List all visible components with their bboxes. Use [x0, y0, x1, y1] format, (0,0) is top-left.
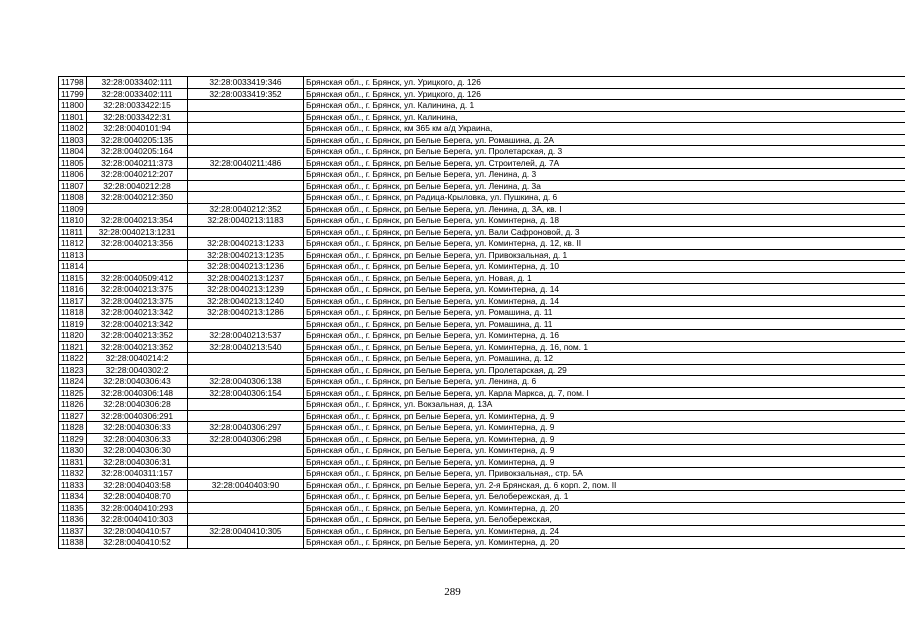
row-number-cell: 11837: [59, 525, 87, 537]
table-row: [59, 479, 905, 491]
cadastral-number-cell: 32:28:0040213:352: [87, 341, 188, 353]
related-cadastral-number-cell: 32:28:0040213:1183: [188, 215, 304, 227]
table-row: [59, 215, 905, 227]
related-cadastral-number-cell: [188, 537, 304, 549]
cadastral-number-cell: 32:28:0040213:375: [87, 295, 188, 307]
address-cell: Брянская обл., г. Брянск, рп Белые Берега, ул. Ромашина, д. 11: [304, 307, 905, 319]
cadastral-number-cell: 32:28:0040205:135: [87, 134, 188, 146]
row-number-cell: 11817: [59, 295, 87, 307]
address-cell: Брянская обл., г. Брянск, рп Белые Берега, ул. Строителей, д. 7А: [304, 157, 905, 169]
cadastral-number-cell: 32:28:0040212:350: [87, 192, 188, 204]
related-cadastral-number-cell: [188, 410, 304, 422]
related-cadastral-number-cell: 32:28:0040213:537: [188, 330, 304, 342]
row-number-cell: 11814: [59, 261, 87, 273]
cadastral-number-cell: 32:28:0040410:52: [87, 537, 188, 549]
table-row: [59, 491, 905, 503]
row-number-cell: 11833: [59, 479, 87, 491]
row-number-cell: 11804: [59, 146, 87, 158]
address-cell: Брянская обл., г. Брянск, рп Белые Берега, ул. Белобережская,: [304, 514, 905, 526]
address-cell: Брянская обл., г. Брянск, рп Белые Берега, ул. Ленина, д. 3а: [304, 180, 905, 192]
table-row: [59, 514, 905, 526]
cadastral-number-cell: 32:28:0040213:342: [87, 307, 188, 319]
table-row: [59, 100, 905, 112]
address-cell: Брянская обл., г. Брянск, рп Белые Берега, ул. Коминтерна, д. 9: [304, 433, 905, 445]
row-number-cell: 11808: [59, 192, 87, 204]
cadastral-number-cell: 32:28:0040306:291: [87, 410, 188, 422]
cadastral-number-cell: 32:28:0040410:303: [87, 514, 188, 526]
row-number-cell: 11823: [59, 364, 87, 376]
address-cell: Брянская обл., г. Брянск, ул. Калинина,: [304, 111, 905, 123]
address-cell: Брянская обл., г. Брянск, рп Белые Берега, ул. Коминтерна, д. 9: [304, 410, 905, 422]
row-number-cell: 11836: [59, 514, 87, 526]
table-row: [59, 134, 905, 146]
address-cell: Брянская обл., г. Брянск, ул. Урицкого, д. 126: [304, 88, 905, 100]
address-cell: Брянская обл., г. Брянск, рп Белые Берега, ул. Пролетарская, д. 3: [304, 146, 905, 158]
related-cadastral-number-cell: 32:28:0040410:305: [188, 525, 304, 537]
table-body: [59, 77, 905, 549]
table-row: [59, 364, 905, 376]
row-number-cell: 11818: [59, 307, 87, 319]
table-row: [59, 284, 905, 296]
row-number-cell: 11824: [59, 376, 87, 388]
address-cell: Брянская обл., г. Брянск, рп Белые Берега, ул. Ленина, д. 3А, кв. I: [304, 203, 905, 215]
related-cadastral-number-cell: 32:28:0040306:298: [188, 433, 304, 445]
table-row: [59, 123, 905, 135]
related-cadastral-number-cell: 32:28:0040213:540: [188, 341, 304, 353]
related-cadastral-number-cell: [188, 226, 304, 238]
address-cell: Брянская обл., г. Брянск, рп Белые Берега, ул. 2-я Брянская, д. 6 корп. 2, пом. II: [304, 479, 905, 491]
cadastral-number-cell: 32:28:0040403:58: [87, 479, 188, 491]
address-cell: Брянская обл., г. Брянск, рп Белые Берега, ул. Коминтерна, д. 20: [304, 502, 905, 514]
address-cell: Брянская обл., г. Брянск, рп Белые Берега, ул. Привокзальная, д. 1: [304, 249, 905, 261]
table-row: [59, 146, 905, 158]
related-cadastral-number-cell: 32:28:0033419:352: [188, 88, 304, 100]
related-cadastral-number-cell: [188, 192, 304, 204]
address-cell: Брянская обл., г. Брянск, км 365 км а/д Украина,: [304, 123, 905, 135]
cadastral-number-cell: 32:28:0040306:33: [87, 433, 188, 445]
cadastral-number-cell: 32:28:0033422:31: [87, 111, 188, 123]
table-row: [59, 169, 905, 181]
address-cell: Брянская обл., г. Брянск, рп Белые Берега, ул. Коминтерна, д. 20: [304, 537, 905, 549]
address-cell: Брянская обл., г. Брянск, рп Белые Берега, ул. Ромашина, д. 11: [304, 318, 905, 330]
table-row: [59, 180, 905, 192]
address-cell: Брянская обл., г. Брянск, рп Белые Берега, ул. Карла Маркса, д. 7, пом. I: [304, 387, 905, 399]
cadastral-table: [58, 76, 905, 549]
address-cell: Брянская обл., г. Брянск, ул. Вокзальная, д. 13А: [304, 399, 905, 411]
row-number-cell: 11803: [59, 134, 87, 146]
address-cell: Брянская обл., г. Брянск, рп Белые Берега, ул. Коминтерна, д. 9: [304, 456, 905, 468]
cadastral-number-cell: 32:28:0040213:1231: [87, 226, 188, 238]
table-row: [59, 433, 905, 445]
table-row: [59, 261, 905, 273]
cadastral-number-cell: 32:28:0040213:356: [87, 238, 188, 250]
table-row: [59, 353, 905, 365]
row-number-cell: 11819: [59, 318, 87, 330]
row-number-cell: 11829: [59, 433, 87, 445]
address-cell: Брянская обл., г. Брянск, рп Радица-Крыловка, ул. Пушкина, д. 6: [304, 192, 905, 204]
cadastral-number-cell: 32:28:0040306:43: [87, 376, 188, 388]
related-cadastral-number-cell: 32:28:0040213:1235: [188, 249, 304, 261]
cadastral-number-cell: 32:28:0033402:111: [87, 77, 188, 89]
table-row: [59, 111, 905, 123]
cadastral-number-cell: 32:28:0040306:31: [87, 456, 188, 468]
table-row: [59, 203, 905, 215]
address-cell: Брянская обл., г. Брянск, рп Белые Берега, ул. Коминтерна, д. 10: [304, 261, 905, 273]
table-row: [59, 77, 905, 89]
related-cadastral-number-cell: [188, 180, 304, 192]
cadastral-number-cell: 32:28:0033422:15: [87, 100, 188, 112]
cadastral-number-cell: 32:28:0040212:28: [87, 180, 188, 192]
related-cadastral-number-cell: [188, 100, 304, 112]
table-row: [59, 318, 905, 330]
row-number-cell: 11811: [59, 226, 87, 238]
page-number: 289: [444, 586, 461, 598]
cadastral-number-cell: 32:28:0040212:207: [87, 169, 188, 181]
address-cell: Брянская обл., г. Брянск, рп Белые Берега, ул. Коминтерна, д. 16: [304, 330, 905, 342]
row-number-cell: 11828: [59, 422, 87, 434]
table-row: [59, 295, 905, 307]
cadastral-number-cell: 32:28:0040311:157: [87, 468, 188, 480]
cadastral-number-cell: [87, 261, 188, 273]
related-cadastral-number-cell: [188, 468, 304, 480]
related-cadastral-number-cell: 32:28:0040213:1240: [188, 295, 304, 307]
related-cadastral-number-cell: 32:28:0040213:1236: [188, 261, 304, 273]
row-number-cell: 11799: [59, 88, 87, 100]
address-cell: Брянская обл., г. Брянск, рп Белые Берега, ул. Коминтерна, д. 24: [304, 525, 905, 537]
row-number-cell: 11820: [59, 330, 87, 342]
related-cadastral-number-cell: 32:28:0040213:1286: [188, 307, 304, 319]
table-row: [59, 307, 905, 319]
table-row: [59, 330, 905, 342]
address-cell: Брянская обл., г. Брянск, рп Белые Берега, ул. Привокзальная,, стр. 5А: [304, 468, 905, 480]
related-cadastral-number-cell: [188, 514, 304, 526]
related-cadastral-number-cell: [188, 399, 304, 411]
related-cadastral-number-cell: 32:28:0040213:1237: [188, 272, 304, 284]
row-number-cell: 11835: [59, 502, 87, 514]
address-cell: Брянская обл., г. Брянск, рп Белые Берега, ул. Пролетарская, д. 29: [304, 364, 905, 376]
table-row: [59, 376, 905, 388]
cadastral-number-cell: 32:28:0040205:164: [87, 146, 188, 158]
address-cell: Брянская обл., г. Брянск, рп Белые Берега, ул. Коминтерна, д. 9: [304, 445, 905, 457]
row-number-cell: 11801: [59, 111, 87, 123]
row-number-cell: 11831: [59, 456, 87, 468]
cadastral-number-cell: 32:28:0040213:342: [87, 318, 188, 330]
cadastral-number-cell: 32:28:0040410:293: [87, 502, 188, 514]
related-cadastral-number-cell: [188, 123, 304, 135]
cadastral-number-cell: 32:28:0040213:354: [87, 215, 188, 227]
related-cadastral-number-cell: 32:28:0033419:346: [188, 77, 304, 89]
address-cell: Брянская обл., г. Брянск, рп Белые Берега, ул. Ромашина, д. 2А: [304, 134, 905, 146]
row-number-cell: 11832: [59, 468, 87, 480]
table-row: [59, 410, 905, 422]
table-row: [59, 537, 905, 549]
table-row: [59, 238, 905, 250]
row-number-cell: 11813: [59, 249, 87, 261]
row-number-cell: 11805: [59, 157, 87, 169]
table-row: [59, 502, 905, 514]
table-row: [59, 399, 905, 411]
table-row: [59, 157, 905, 169]
cadastral-number-cell: 32:28:0040306:148: [87, 387, 188, 399]
related-cadastral-number-cell: [188, 169, 304, 181]
address-cell: Брянская обл., г. Брянск, рп Белые Берега, ул. Коминтерна, д. 14: [304, 295, 905, 307]
table-row: [59, 422, 905, 434]
table-row: [59, 249, 905, 261]
related-cadastral-number-cell: [188, 111, 304, 123]
cadastral-number-cell: 32:28:0040306:30: [87, 445, 188, 457]
cadastral-number-cell: 32:28:0040214:2: [87, 353, 188, 365]
cadastral-number-cell: 32:28:0040213:375: [87, 284, 188, 296]
row-number-cell: 11807: [59, 180, 87, 192]
table-row: [59, 226, 905, 238]
address-cell: Брянская обл., г. Брянск, рп Белые Берега, ул. Ромашина, д. 12: [304, 353, 905, 365]
table-row: [59, 341, 905, 353]
related-cadastral-number-cell: [188, 146, 304, 158]
row-number-cell: 11802: [59, 123, 87, 135]
table-row: [59, 525, 905, 537]
cadastral-number-cell: 32:28:0033402:111: [87, 88, 188, 100]
table-row: [59, 88, 905, 100]
related-cadastral-number-cell: [188, 318, 304, 330]
row-number-cell: 11812: [59, 238, 87, 250]
row-number-cell: 11825: [59, 387, 87, 399]
table-row: [59, 387, 905, 399]
row-number-cell: 11800: [59, 100, 87, 112]
cadastral-number-cell: 32:28:0040211:373: [87, 157, 188, 169]
row-number-cell: 11838: [59, 537, 87, 549]
cadastral-number-cell: 32:28:0040410:57: [87, 525, 188, 537]
row-number-cell: 11822: [59, 353, 87, 365]
related-cadastral-number-cell: [188, 502, 304, 514]
cadastral-number-cell: 32:28:0040306:28: [87, 399, 188, 411]
row-number-cell: 11816: [59, 284, 87, 296]
row-number-cell: 11830: [59, 445, 87, 457]
address-cell: Брянская обл., г. Брянск, рп Белые Берега, ул. Коминтерна, д. 14: [304, 284, 905, 296]
row-number-cell: 11806: [59, 169, 87, 181]
cadastral-number-cell: 32:28:0040213:352: [87, 330, 188, 342]
row-number-cell: 11810: [59, 215, 87, 227]
related-cadastral-number-cell: [188, 456, 304, 468]
row-number-cell: 11798: [59, 77, 87, 89]
related-cadastral-number-cell: 32:28:0040213:1239: [188, 284, 304, 296]
related-cadastral-number-cell: 32:28:0040212:352: [188, 203, 304, 215]
row-number-cell: 11827: [59, 410, 87, 422]
address-cell: Брянская обл., г. Брянск, рп Белые Берега, ул. Ленина, д. 3: [304, 169, 905, 181]
address-cell: Брянская обл., г. Брянск, рп Белые Берега, ул. Белобережская, д. 1: [304, 491, 905, 503]
related-cadastral-number-cell: [188, 364, 304, 376]
related-cadastral-number-cell: 32:28:0040306:138: [188, 376, 304, 388]
row-number-cell: 11834: [59, 491, 87, 503]
related-cadastral-number-cell: 32:28:0040211:486: [188, 157, 304, 169]
related-cadastral-number-cell: 32:28:0040213:1233: [188, 238, 304, 250]
table-row: [59, 456, 905, 468]
address-cell: Брянская обл., г. Брянск, рп Белые Берега, ул. Коминтерна, д. 9: [304, 422, 905, 434]
table-row: [59, 192, 905, 204]
table-row: [59, 445, 905, 457]
address-cell: Брянская обл., г. Брянск, рп Белые Берега, ул. Коминтерна, д. 18: [304, 215, 905, 227]
address-cell: Брянская обл., г. Брянск, ул. Урицкого, д. 126: [304, 77, 905, 89]
related-cadastral-number-cell: 32:28:0040403:90: [188, 479, 304, 491]
address-cell: Брянская обл., г. Брянск, рп Белые Берега, ул. Ленина, д. 6: [304, 376, 905, 388]
address-cell: Брянская обл., г. Брянск, рп Белые Берега, ул. Коминтерна, д. 12, кв. II: [304, 238, 905, 250]
related-cadastral-number-cell: [188, 445, 304, 457]
address-cell: Брянская обл., г. Брянск, рп Белые Берега, ул. Коминтерна, д. 16, пом. 1: [304, 341, 905, 353]
address-cell: Брянская обл., г. Брянск, ул. Калинина, д. 1: [304, 100, 905, 112]
address-cell: Брянская обл., г. Брянск, рп Белые Берега, ул. Новая, д. 1: [304, 272, 905, 284]
table-row: [59, 468, 905, 480]
row-number-cell: 11815: [59, 272, 87, 284]
row-number-cell: 11809: [59, 203, 87, 215]
cadastral-number-cell: 32:28:0040509:412: [87, 272, 188, 284]
address-cell: Брянская обл., г. Брянск, рп Белые Берега, ул. Вали Сафроновой, д. 3: [304, 226, 905, 238]
cadastral-number-cell: 32:28:0040306:33: [87, 422, 188, 434]
row-number-cell: 11826: [59, 399, 87, 411]
cadastral-number-cell: 32:28:0040408:70: [87, 491, 188, 503]
related-cadastral-number-cell: [188, 134, 304, 146]
related-cadastral-number-cell: [188, 491, 304, 503]
data-table-container: [58, 76, 905, 549]
cadastral-number-cell: [87, 249, 188, 261]
cadastral-number-cell: 32:28:0040101:94: [87, 123, 188, 135]
related-cadastral-number-cell: [188, 353, 304, 365]
row-number-cell: 11821: [59, 341, 87, 353]
table-row: [59, 272, 905, 284]
cadastral-number-cell: [87, 203, 188, 215]
related-cadastral-number-cell: 32:28:0040306:297: [188, 422, 304, 434]
related-cadastral-number-cell: 32:28:0040306:154: [188, 387, 304, 399]
cadastral-number-cell: 32:28:0040302:2: [87, 364, 188, 376]
